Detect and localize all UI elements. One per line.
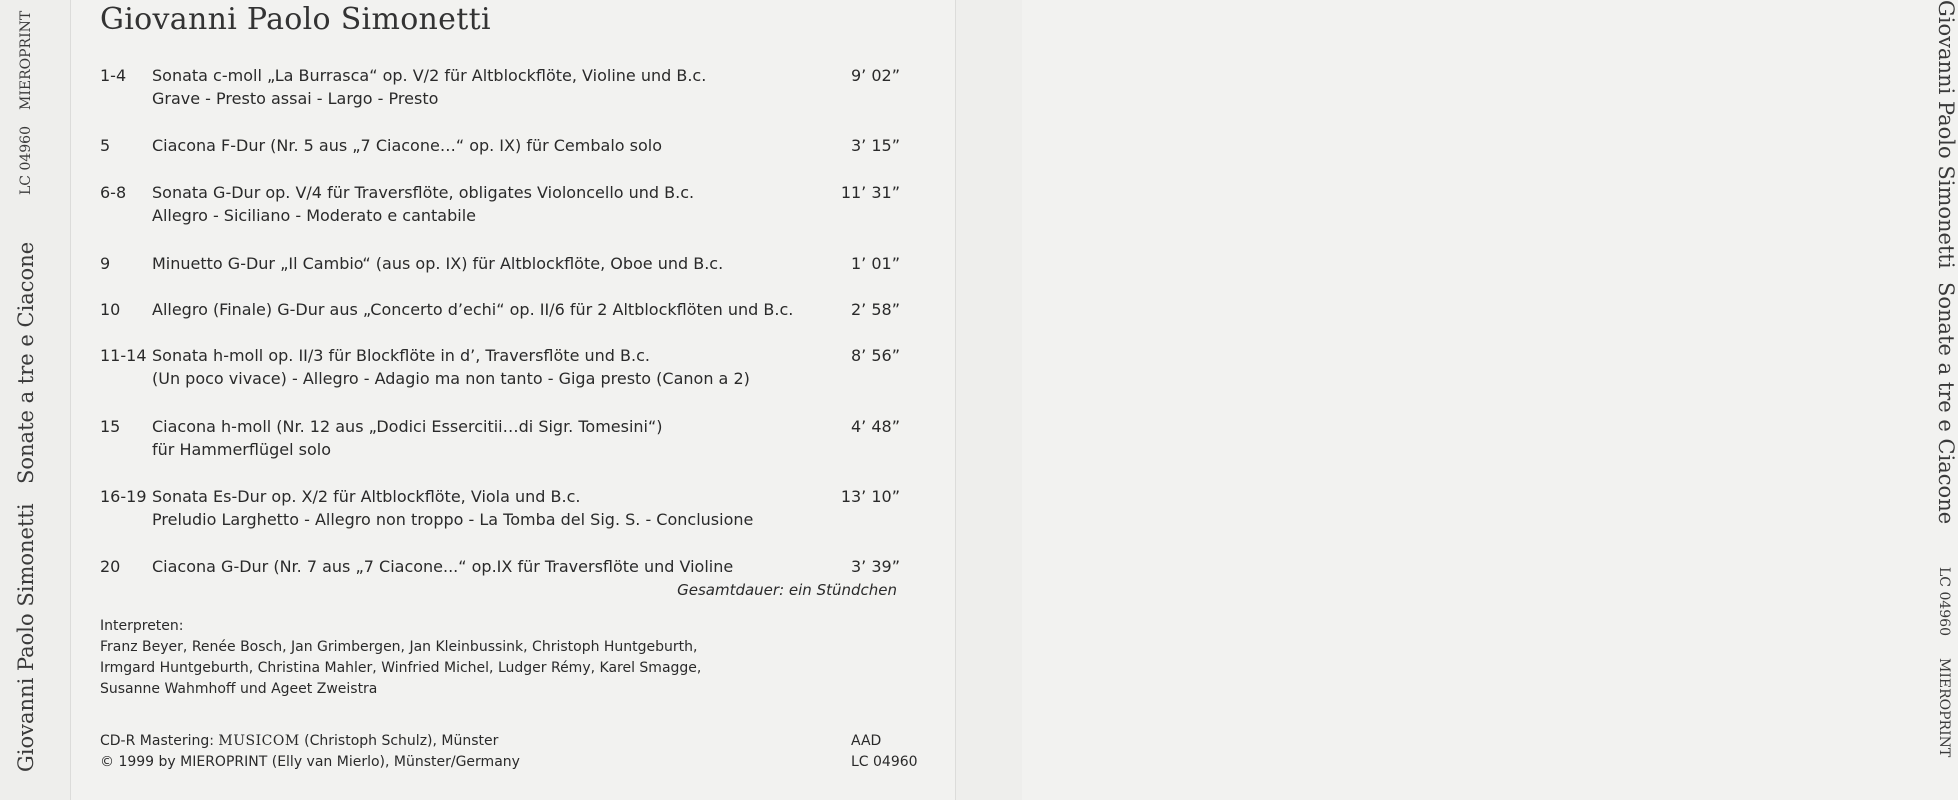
performers-line: Irmgard Huntgeburth, Christina Mahler, Winfried Michel, Ludger Rémy, Karel Smagge,	[100, 660, 702, 676]
left-spine	[0, 0, 71, 800]
track-title: Sonata c-moll „La Burrasca“ op. V/2 für Altblockflöte, Violine und B.c.	[152, 66, 707, 85]
track-title: Minuetto G-Dur „Il Cambio“ (aus op. IX) für Altblockflöte, Oboe und B.c.	[152, 254, 724, 273]
track-number: 5	[100, 136, 111, 155]
mastering-prefix: CD-R Mastering:	[100, 733, 219, 749]
track-number: 11-14	[100, 346, 147, 365]
performers-line: Susanne Wahmhoff und Ageet Zweistra	[100, 681, 378, 697]
track-duration: 11’ 31”	[840, 183, 900, 202]
left-spine-album: Sonate a tre e Ciacone	[14, 241, 38, 484]
performers-block	[100, 616, 800, 700]
track-movements: Allegro - Siciliano - Moderato e cantabile	[152, 206, 476, 225]
mastering-studio: MUSICOM	[218, 733, 300, 749]
mastering-suffix: (Christoph Schulz), Münster	[299, 733, 499, 749]
right-spine-album: Sonate a tre e Ciacone	[1934, 282, 1958, 525]
left-spine-composer: Giovanni Paolo Simonetti	[14, 503, 38, 772]
mastering-credit	[100, 731, 800, 752]
copyright-notice: © 1999 by MIEROPRINT (Elly van Mierlo), Münster/Germany	[100, 754, 520, 770]
track-title: Sonata Es-Dur op. X/2 für Altblockflöte, Viola und B.c.	[152, 487, 581, 506]
track-movements: Preludio Larghetto - Allegro non troppo - La Tomba del Sig. S. - Conclusione	[152, 510, 754, 529]
track-duration: 4’ 48”	[851, 417, 900, 436]
track-number: 15	[100, 417, 121, 436]
track-number: 1-4	[100, 66, 127, 85]
track-title: Ciacona F-Dur (Nr. 5 aus „7 Ciacone…“ op. IX) für Cembalo solo	[152, 136, 662, 155]
right-spine-label: MIEROPRINT	[1936, 658, 1952, 758]
track-number: 6-8	[100, 183, 127, 202]
track-number: 20	[100, 557, 121, 576]
track-duration: 1’ 01”	[851, 254, 900, 273]
format-block	[851, 731, 941, 773]
track-number: 10	[100, 300, 121, 319]
track-movements: für Hammerflügel solo	[152, 440, 331, 459]
track-title: Sonata G-Dur op. V/4 für Traversflöte, obligates Violoncello und B.c.	[152, 183, 695, 202]
page-title: Giovanni Paolo Simonetti	[100, 2, 491, 37]
right-spine-composer: Giovanni Paolo Simonetti	[1934, 0, 1958, 269]
track-duration: 3’ 15”	[851, 136, 900, 155]
right-spine	[955, 0, 1958, 800]
track-duration: 8’ 56”	[851, 346, 900, 365]
track-title: Allegro (Finale) G-Dur aus „Concerto d’echi“ op. II/6 für 2 Altblockflöten und B.c.	[152, 300, 794, 319]
track-number: 9	[100, 254, 111, 273]
performers-line: Franz Beyer, Renée Bosch, Jan Grimbergen, Jan Kleinbussink, Christoph Huntgeburth,	[100, 639, 698, 655]
track-movements: (Un poco vivace) - Allegro - Adagio ma non tanto - Giga presto (Canon a 2)	[152, 369, 750, 388]
track-title: Ciacona G-Dur (Nr. 7 aus „7 Ciacone...“ op.IX für Traversflöte und Violine	[152, 557, 734, 576]
right-spine-catalog: LC 04960	[1936, 567, 1952, 636]
performers-heading: Interpreten:	[100, 618, 184, 634]
track-duration: 9’ 02”	[851, 66, 900, 85]
left-spine-label: MIEROPRINT	[18, 10, 34, 110]
track-duration: 2’ 58”	[851, 300, 900, 319]
track-title: Ciacona h-moll (Nr. 12 aus „Dodici Essercitii…di Sigr. Tomesini“)	[152, 417, 663, 436]
track-title: Sonata h-moll op. II/3 für Blockflöte in d’, Traversflöte und B.c.	[152, 346, 650, 365]
aad-code: AAD	[851, 733, 882, 749]
track-movements: Grave - Presto assai - Largo - Presto	[152, 89, 439, 108]
track-number: 16-19	[100, 487, 147, 506]
track-duration: 3’ 39”	[851, 557, 900, 576]
track-duration: 13’ 10”	[840, 487, 900, 506]
credits-block	[100, 731, 800, 773]
left-spine-catalog: LC 04960	[18, 126, 34, 195]
label-code: LC 04960	[851, 754, 918, 770]
total-duration: Gesamtdauer: ein Stündchen	[677, 581, 897, 599]
